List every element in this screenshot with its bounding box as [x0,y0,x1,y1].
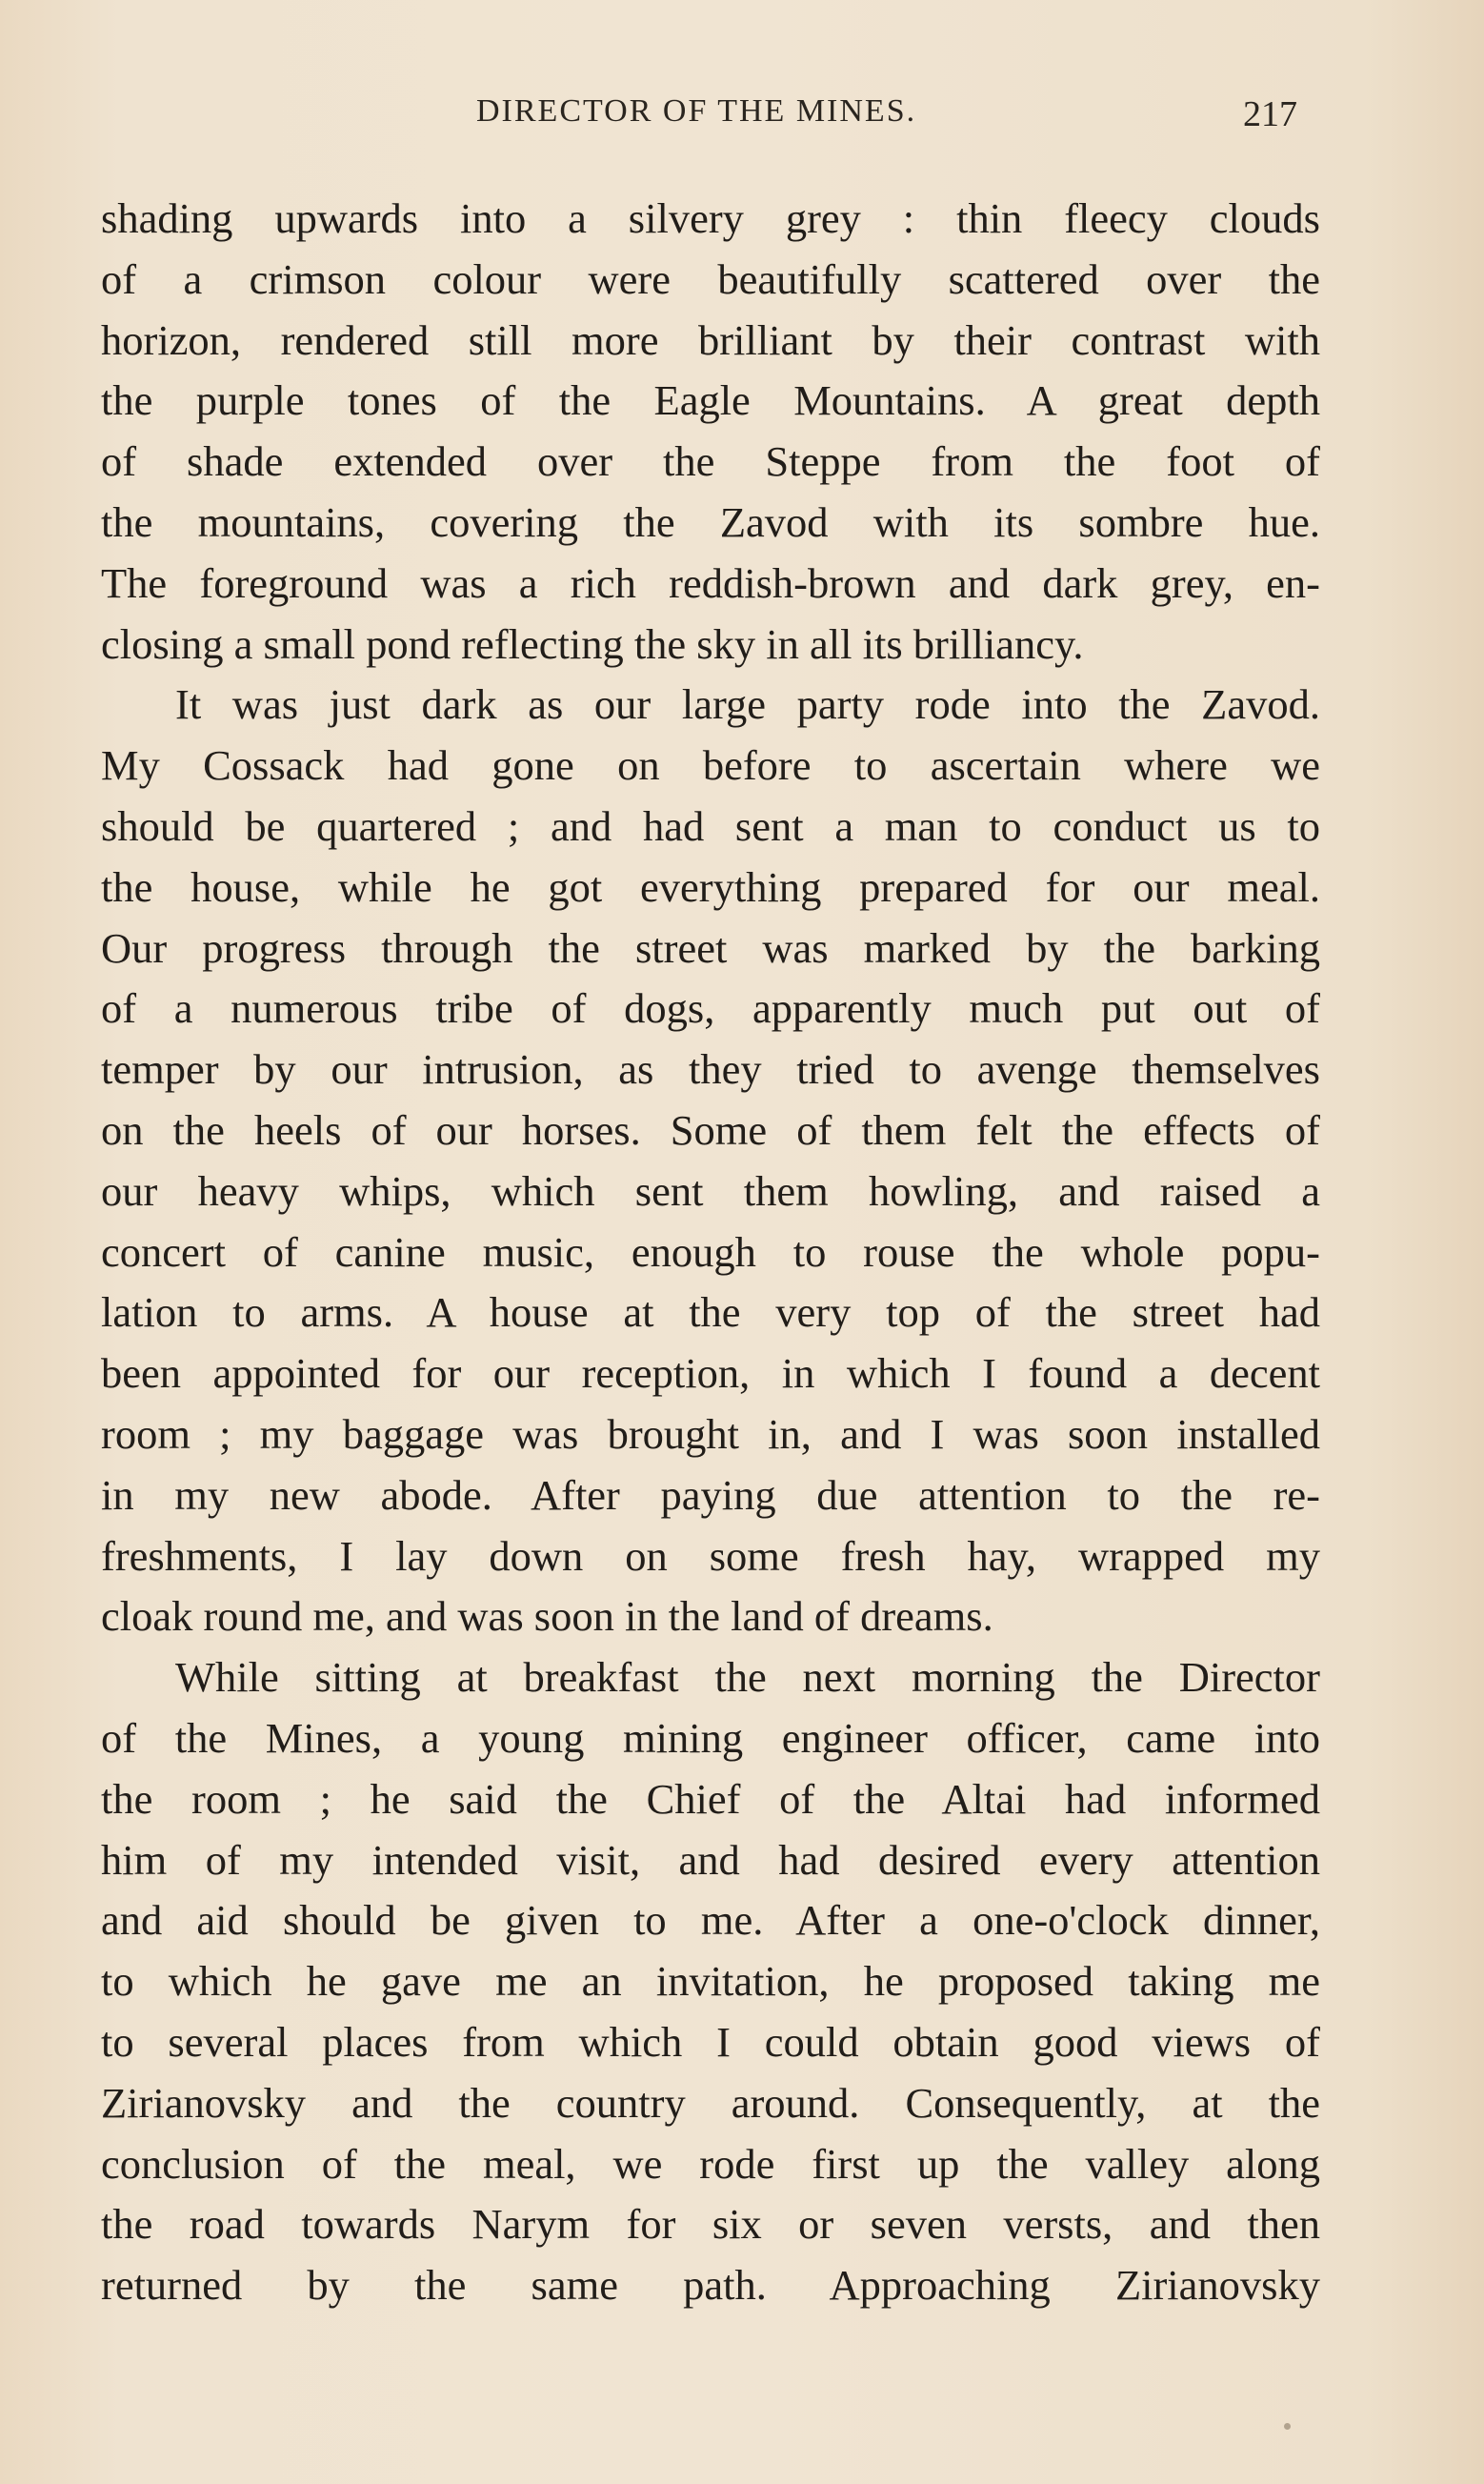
text-line: room ; my baggage was brought in, and I was soon installed [101,1409,1320,1458]
running-head [0,93,1484,141]
text-line: The foreground was a rich reddish-brown and dark grey, en- [101,558,1320,607]
text-line: on the heels of our horses. Some of them felt the effects of [101,1105,1320,1154]
text-line: concert of canine music, enough to rouse the whole popu- [101,1227,1320,1276]
text-line: the room ; he said the Chief of the Altai had informed [101,1774,1320,1823]
text-line: him of my intended visit, and had desired every attention [101,1835,1320,1884]
text-line: conclusion of the meal, we rode first up the valley along [101,2139,1320,2188]
text-line: lation to arms. A house at the very top of the street had [101,1288,1320,1337]
text-line: of a crimson colour were beautifully scattered over the [101,254,1320,303]
text-line: closing a small pond reflecting the sky in all its brilliancy. [101,619,1084,668]
text-line: Zirianovsky and the country around. Consequently, at the [101,2078,1320,2127]
text-line: of a numerous tribe of dogs, apparently much put out of [101,984,1320,1033]
text-line: to several places from which I could obtain good views of [101,2017,1320,2066]
page-number: 217 [1243,94,1297,134]
text-line: returned by the same path. Approaching Zirianovsky [101,2261,1320,2310]
text-line: freshments, I lay down on some fresh hay, wrapped my [101,1531,1320,1580]
text-line: It was just dark as our large party rode into the Zavod. [175,680,1320,729]
text-line: of shade extended over the Steppe from the foot of [101,437,1320,486]
text-line: Our progress through the street was marked by the barking [101,923,1320,972]
text-line: shading upwards into a silvery grey : thin fleecy clouds [101,194,1320,242]
body-text [101,189,1320,2316]
text-line: horizon, rendered still more brilliant by their contrast with [101,315,1320,364]
text-line: and aid should be given to me. After a one-o'clock dinner, [101,1896,1320,1945]
text-line: My Cossack had gone on before to ascertain where we [101,741,1320,790]
paper-speck [1284,2423,1291,2430]
text-line: temper by our intrusion, as they tried to avenge themselves [101,1045,1320,1094]
text-line: in my new abode. After paying due attention to the re- [101,1470,1320,1519]
text-line: should be quartered ; and had sent a man to conduct us to [101,801,1320,850]
text-line: the purple tones of the Eagle Mountains. A great depth [101,376,1320,425]
text-line: the house, while he got everything prepared for our meal. [101,862,1320,911]
text-line: the mountains, covering the Zavod with its sombre hue. [101,497,1320,546]
text-line: to which he gave me an invitation, he proposed taking me [101,1957,1320,2006]
running-title: DIRECTOR OF THE MINES. [476,93,917,129]
text-line: of the Mines, a young mining engineer officer, came into [101,1713,1320,1762]
text-line: our heavy whips, which sent them howling, and raised a [101,1166,1320,1215]
text-line: the road towards Narym for six or seven versts, and then [101,2200,1320,2249]
text-line: cloak round me, and was soon in the land of dreams. [101,1592,993,1641]
text-line: While sitting at breakfast the next morning the Director [175,1653,1320,1702]
text-line: been appointed for our reception, in which I found a decent [101,1349,1320,1398]
